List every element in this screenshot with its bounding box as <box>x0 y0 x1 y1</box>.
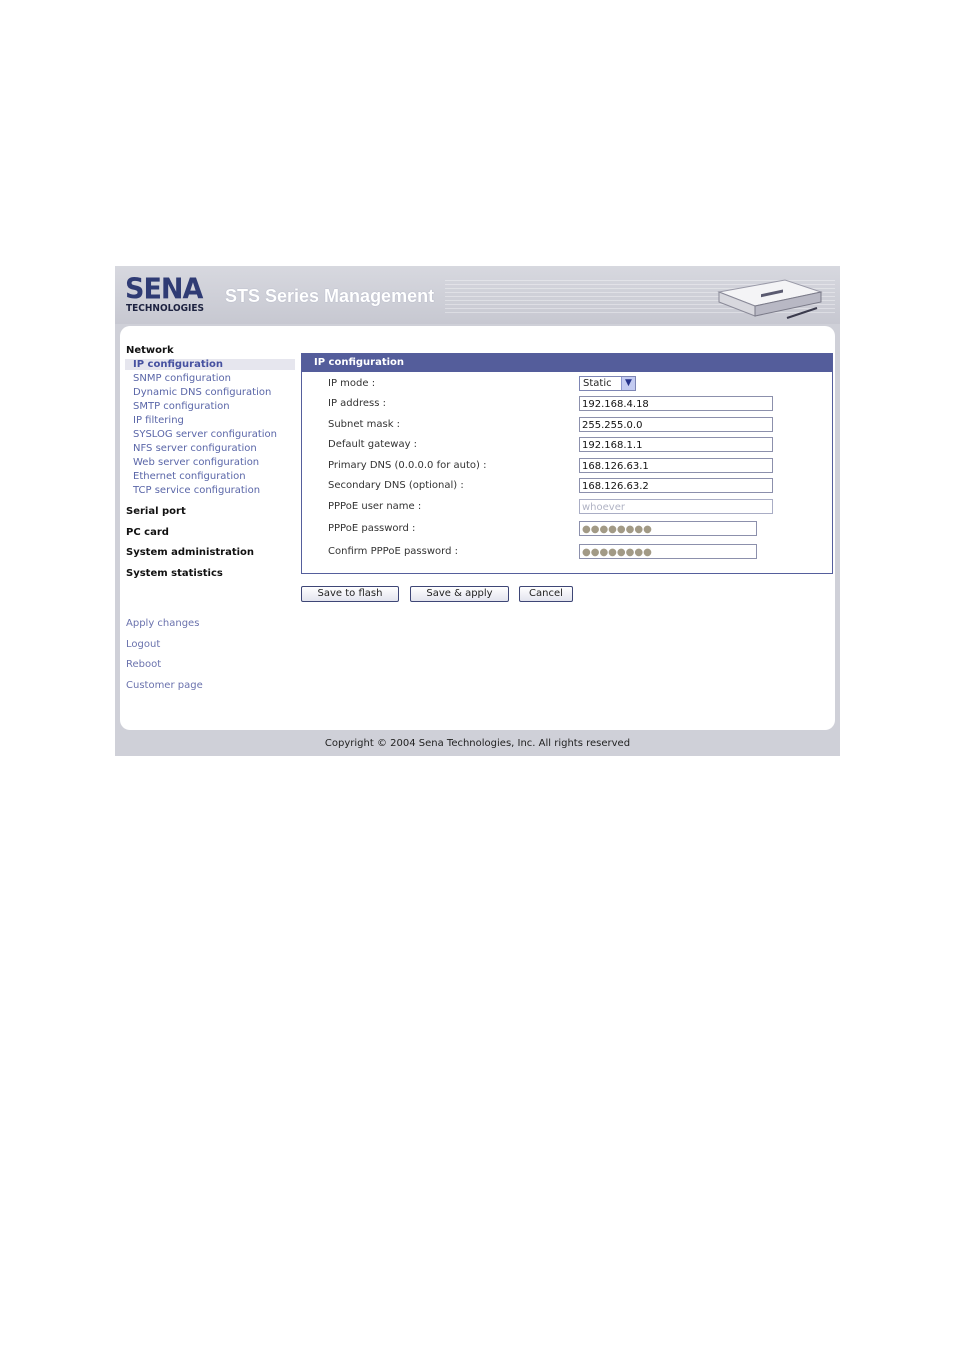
management-window <box>115 266 840 756</box>
link-logout[interactable]: Logout <box>126 639 161 650</box>
nav-system-administration[interactable]: System administration <box>126 547 255 558</box>
ip-mode-value: Static <box>583 378 612 389</box>
nav-snmp-configuration[interactable]: SNMP configuration <box>133 373 231 384</box>
pppoe-user-name-input[interactable]: whoever <box>579 499 773 514</box>
nav-syslog-server-configuration[interactable]: SYSLOG server configuration <box>133 429 277 440</box>
device-illustration <box>715 274 825 322</box>
label-pppoe-user-name: PPPoE user name : <box>328 501 422 512</box>
nav-dynamic-dns-configuration[interactable]: Dynamic DNS configuration <box>133 387 272 398</box>
ip-configuration-form <box>301 353 833 574</box>
label-subnet-mask: Subnet mask : <box>328 419 401 430</box>
link-customer-page[interactable]: Customer page <box>126 680 203 691</box>
copyright-text: Copyright © 2004 Sena Technologies, Inc. All rights reserved <box>324 738 631 749</box>
form-title: IP configuration <box>302 354 832 372</box>
link-reboot[interactable]: Reboot <box>126 659 162 670</box>
chevron-down-icon[interactable]: ▼ <box>621 377 635 390</box>
default-gateway-input[interactable]: 192.168.1.1 <box>579 437 773 452</box>
subnet-mask-input[interactable]: 255.255.0.0 <box>579 417 773 432</box>
nav-tcp-service-configuration[interactable]: TCP service configuration <box>133 485 261 496</box>
label-pppoe-password: PPPoE password : <box>328 523 416 534</box>
nav-ip-configuration[interactable]: IP configuration <box>125 359 295 370</box>
nav-pc-card[interactable]: PC card <box>126 527 169 538</box>
cancel-button[interactable]: Cancel <box>519 586 573 602</box>
secondary-dns-input[interactable]: 168.126.63.2 <box>579 478 773 493</box>
confirm-pppoe-password-input[interactable]: ●●●●●●●● <box>579 544 757 559</box>
header-banner <box>115 266 840 324</box>
label-secondary-dns: Secondary DNS (optional) : <box>328 480 464 491</box>
nav-web-server-configuration[interactable]: Web server configuration <box>133 457 260 468</box>
ip-mode-select[interactable] <box>579 376 636 391</box>
content-panel <box>120 326 835 730</box>
logo-technologies: TECHNOLOGIES <box>126 303 204 314</box>
label-ip-address: IP address : <box>328 398 386 409</box>
ip-address-input[interactable]: 192.168.4.18 <box>579 396 773 411</box>
nav-serial-port[interactable]: Serial port <box>126 506 186 517</box>
pppoe-password-input[interactable]: ●●●●●●●● <box>579 521 757 536</box>
nav-smtp-configuration[interactable]: SMTP configuration <box>133 401 230 412</box>
save-to-flash-button[interactable]: Save to flash <box>301 586 399 602</box>
label-default-gateway: Default gateway : <box>328 439 418 450</box>
nav-network[interactable]: Network <box>126 345 174 356</box>
label-ip-mode: IP mode : <box>328 378 376 389</box>
app-title: STS Series Management <box>225 286 435 306</box>
logo-sena: SENA <box>125 273 203 306</box>
label-primary-dns: Primary DNS (0.0.0.0 for auto) : <box>328 460 487 471</box>
primary-dns-input[interactable]: 168.126.63.1 <box>579 458 773 473</box>
nav-ethernet-configuration[interactable]: Ethernet configuration <box>133 471 246 482</box>
link-apply-changes[interactable]: Apply changes <box>126 618 200 629</box>
save-and-apply-button[interactable]: Save & apply <box>410 586 509 602</box>
label-confirm-pppoe-password: Confirm PPPoE password : <box>328 546 458 557</box>
nav-system-statistics[interactable]: System statistics <box>126 568 223 579</box>
nav-ip-filtering[interactable]: IP filtering <box>133 415 184 426</box>
nav-nfs-server-configuration[interactable]: NFS server configuration <box>133 443 257 454</box>
